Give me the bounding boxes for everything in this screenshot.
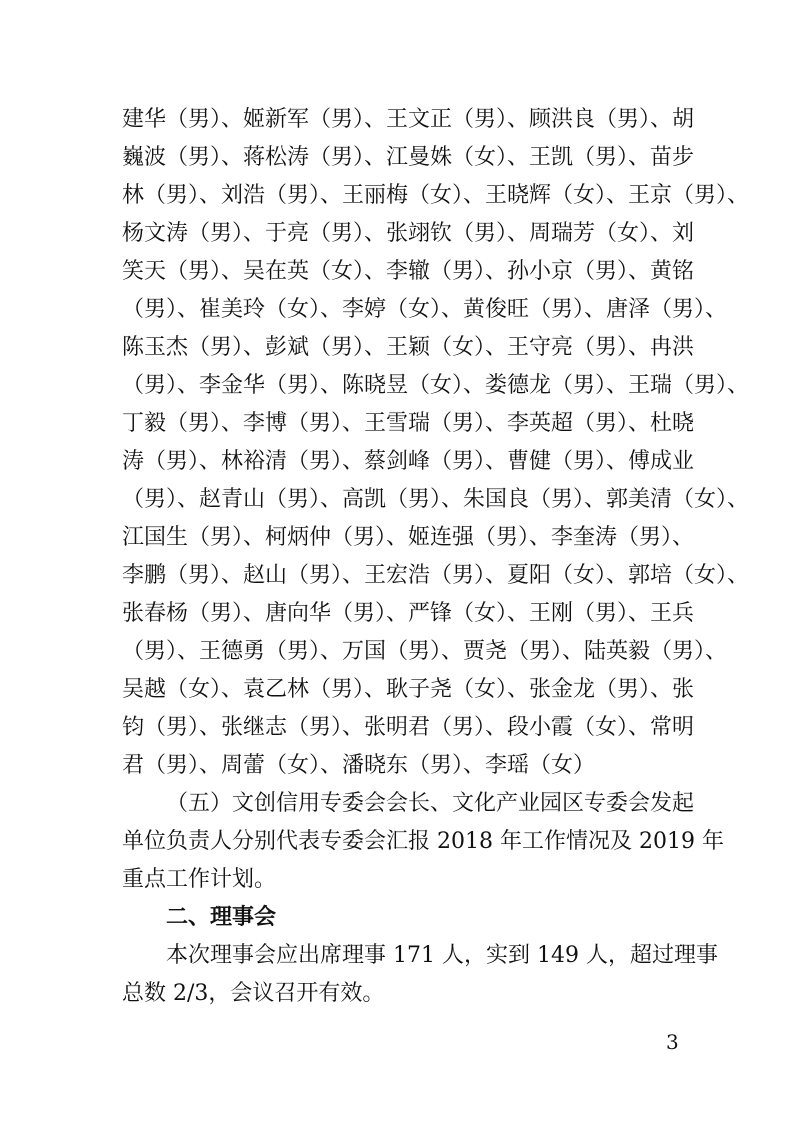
text-line: 江国生（男）、柯炳仲（男）、姬连强（男）、李奎涛（男）、 (122, 525, 695, 550)
text-line: 巍波（男）、蒋松涛（男）、江曼姝（女）、王凯（男）、苗步 (122, 145, 695, 170)
text-line: （男）、王德勇（男）、万国（男）、贾尧（男）、陆英毅（男）、 (122, 639, 728, 664)
text-line: 吴越（女）、袁乙林（男）、耿子尧（女）、张金龙（男）、张 (122, 677, 695, 702)
text-line: （男）、李金华（男）、陈晓昱（女）、娄德龙（男）、王瑞（男）、 (122, 373, 750, 398)
text-line: 李鹏（男）、赵山（男）、王宏浩（男）、夏阳（女）、郭培（女）、 (122, 563, 750, 588)
text-line: （男）、赵青山（男）、高凯（男）、朱国良（男）、郭美清（女）、 (122, 487, 750, 512)
text-line: 涛（男）、林裕清（男）、蔡剑峰（男）、曹健（男）、傅成业 (122, 449, 695, 474)
text-line: 单位负责人分别代表专委会汇报 2018 年工作情况及 2019 年 (122, 829, 724, 854)
section-heading: 二、理事会 (166, 905, 277, 930)
text-line: 总数 2/3，会议召开有效。 (122, 981, 385, 1006)
text-line: 杨文涛（男）、于亮（男）、张翊钦（男）、周瑞芳（女）、刘 (122, 221, 695, 246)
text-line: 陈玉杰（男）、彭斌（男）、王颖（女）、王守亮（男）、冉洪 (122, 335, 695, 360)
text-line: 君（男）、周蕾（女）、潘晓东（男）、李瑶（女） (122, 753, 596, 778)
text-line: 本次理事会应出席理事 171 人，实到 149 人，超过理事 (166, 943, 718, 968)
text-line: 重点工作计划。 (122, 867, 277, 892)
text-line: 钧（男）、张继志（男）、张明君（男）、段小霞（女）、常明 (122, 715, 695, 740)
text-line: 建华（男）、姬新军（男）、王文正（男）、顾洪良（男）、胡 (122, 107, 695, 132)
text-line: 笑天（男）、吴在英（女）、李辙（男）、孙小京（男）、黄铭 (122, 259, 695, 284)
text-line: 丁毅（男）、李博（男）、王雪瑞（男）、李英超（男）、杜晓 (122, 411, 695, 436)
text-line: （男）、崔美玲（女）、李婷（女）、黄俊旺（男）、唐泽（男）、 (122, 297, 728, 322)
text-line: 张春杨（男）、唐向华（男）、严锋（女）、王刚（男）、王兵 (122, 601, 695, 626)
page-number: 3 (666, 1030, 679, 1054)
text-line: （五）文创信用专委会会长、文化产业园区专委会发起 (166, 791, 695, 816)
text-line: 林（男）、刘浩（男）、王丽梅（女）、王晓辉（女）、王京（男）、 (122, 183, 750, 208)
